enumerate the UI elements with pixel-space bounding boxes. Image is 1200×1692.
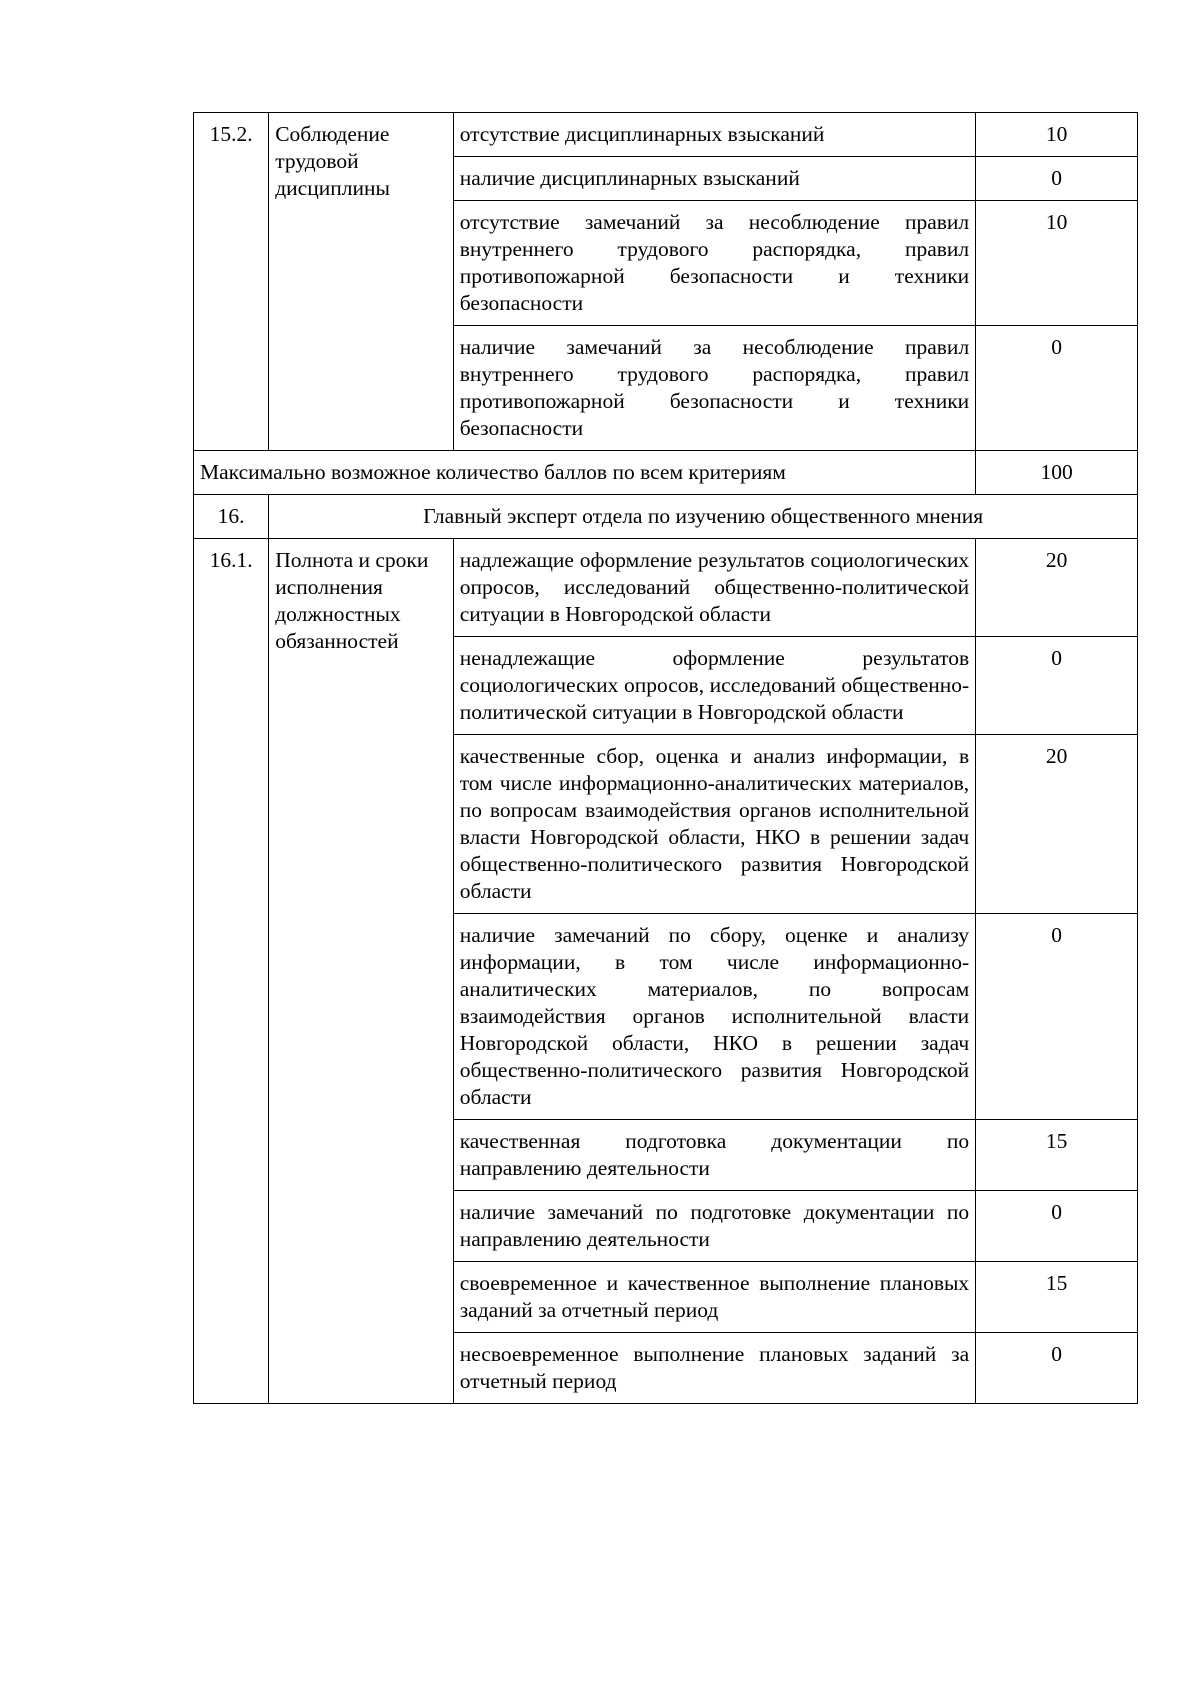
criteria-table (193, 112, 1138, 1404)
score-value: 0 (976, 157, 1138, 201)
criterion-text: надлежащие оформление результатов социологических опросов, исследований общественно-политической ситуации в Новгородской области (453, 539, 975, 637)
score-value: 15 (976, 1120, 1138, 1191)
item-name: Полнота и сроки исполнения должностных обязанностей (269, 539, 453, 1404)
score-value: 0 (976, 1333, 1138, 1404)
table-row (194, 539, 1138, 637)
score-value: 0 (976, 914, 1138, 1120)
score-value: 0 (976, 1191, 1138, 1262)
score-value: 0 (976, 326, 1138, 451)
score-value: 10 (976, 113, 1138, 157)
criterion-text: несвоевременное выполнение плановых заданий за отчетный период (453, 1333, 975, 1404)
score-value: 20 (976, 539, 1138, 637)
score-value: 20 (976, 735, 1138, 914)
section-number: 16. (194, 495, 269, 539)
criterion-text: качественная подготовка документации по направлению деятельности (453, 1120, 975, 1191)
item-number: 16.1. (194, 539, 269, 1404)
item-name: Соблюдение трудовой дисциплины (269, 113, 453, 451)
section-header-row (194, 495, 1138, 539)
criterion-text: отсутствие замечаний за несоблюдение правил внутреннего трудового распорядка, правил противопожарной безопасности и техники безопасности (453, 201, 975, 326)
criterion-text: своевременное и качественное выполнение плановых заданий за отчетный период (453, 1262, 975, 1333)
criterion-text: отсутствие дисциплинарных взысканий (453, 113, 975, 157)
section-title: Главный эксперт отдела по изучению общественного мнения (269, 495, 1138, 539)
item-number: 15.2. (194, 113, 269, 451)
criterion-text: наличие замечаний за несоблюдение правил внутреннего трудового распорядка, правил противопожарной безопасности и техники безопасности (453, 326, 975, 451)
criterion-text: наличие дисциплинарных взысканий (453, 157, 975, 201)
max-score-value: 100 (976, 451, 1138, 495)
criterion-text: наличие замечаний по сбору, оценке и анализу информации, в том числе информационно-аналитических материалов, по вопросам взаимодействия органов исполнительной власти Новгородской области, НКО в решении задач общественно-политического развития Новгородской области (453, 914, 975, 1120)
score-value: 0 (976, 637, 1138, 735)
table-row (194, 113, 1138, 157)
max-score-label: Максимально возможное количество баллов по всем критериям (194, 451, 976, 495)
score-value: 10 (976, 201, 1138, 326)
criterion-text: качественные сбор, оценка и анализ информации, в том числе информационно-аналитических материалов, по вопросам взаимодействия органов исполнительной власти Новгородской области, НКО в решении задач общественно-политического развития Новгородской области (453, 735, 975, 914)
criterion-text: ненадлежащие оформление результатов социологических опросов, исследований общественно-политической ситуации в Новгородской области (453, 637, 975, 735)
score-value: 15 (976, 1262, 1138, 1333)
max-score-row (194, 451, 1138, 495)
criterion-text: наличие замечаний по подготовке документации по направлению деятельности (453, 1191, 975, 1262)
